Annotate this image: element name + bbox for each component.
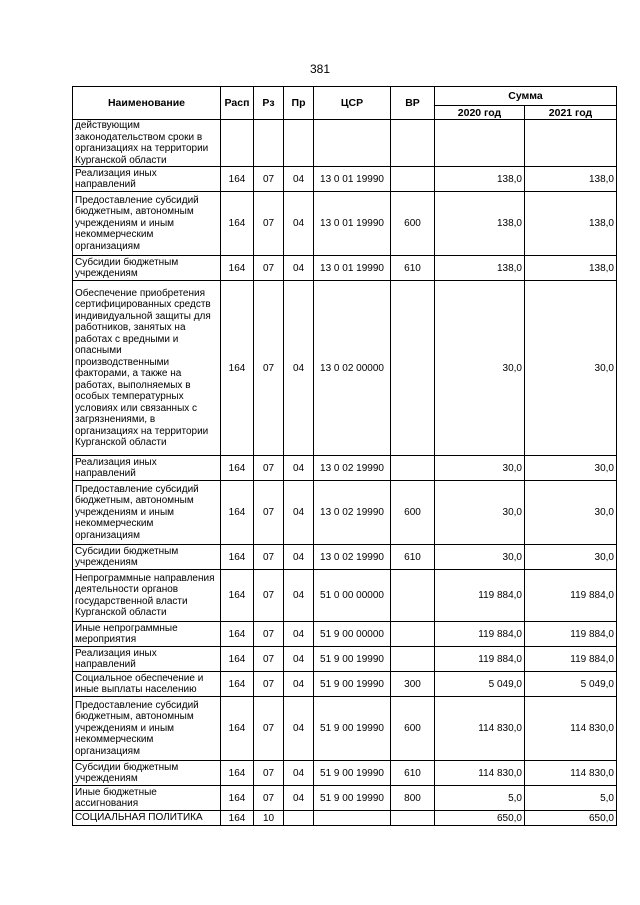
- cell-name: Иные непрограммные мероприятия: [73, 622, 221, 647]
- cell-name: Предоставление субсидий бюджетным, автономным учреждениям и иным некоммерческим организациям: [73, 697, 221, 761]
- table-row: [73, 761, 617, 786]
- cell-vr: 600: [391, 192, 435, 256]
- cell-name: Реализация иных направлений: [73, 167, 221, 192]
- cell-name: Социальное обеспечение и иные выплаты населению: [73, 672, 221, 697]
- table-row: [73, 456, 617, 481]
- cell-rz: 07: [254, 786, 284, 811]
- table-body: [73, 120, 617, 826]
- cell-pr: 04: [284, 192, 314, 256]
- cell-rasp: 164: [221, 256, 254, 281]
- cell-name: Субсидии бюджетным учреждениям: [73, 256, 221, 281]
- cell-name: Обеспечение приобретения сертифицированных средств индивидуальной защиты для работников, занятых на работах с вредными и опасными производственными факторами, а также на работах, выполняемых в особых температурных условиях или связанных с загрязнениями, в организациях на территории Курганской области: [73, 281, 221, 456]
- cell-2020: 119 884,0: [435, 647, 525, 672]
- table-row: [73, 811, 617, 826]
- table-row: [73, 672, 617, 697]
- cell-name: СОЦИАЛЬНАЯ ПОЛИТИКА: [73, 811, 221, 826]
- cell-rasp: [221, 120, 254, 167]
- cell-2020: 30,0: [435, 545, 525, 570]
- cell-rz: 07: [254, 481, 284, 545]
- cell-name: Реализация иных направлений: [73, 647, 221, 672]
- cell-rasp: 164: [221, 672, 254, 697]
- cell-name: Субсидии бюджетным учреждениям: [73, 545, 221, 570]
- cell-csr: 51 9 00 19990: [314, 647, 391, 672]
- cell-csr: 51 9 00 19990: [314, 672, 391, 697]
- cell-rasp: 164: [221, 647, 254, 672]
- table-row: [73, 647, 617, 672]
- cell-csr: 51 9 00 19990: [314, 761, 391, 786]
- header-csr: ЦСР: [314, 87, 391, 120]
- table-row: [73, 545, 617, 570]
- cell-2020: 114 830,0: [435, 761, 525, 786]
- cell-rz: 07: [254, 256, 284, 281]
- cell-csr: 51 9 00 19990: [314, 697, 391, 761]
- cell-name: Реализация иных направлений: [73, 456, 221, 481]
- cell-pr: 04: [284, 481, 314, 545]
- cell-rz: 07: [254, 456, 284, 481]
- cell-2021: 114 830,0: [525, 697, 617, 761]
- cell-pr: 04: [284, 167, 314, 192]
- cell-2021: 119 884,0: [525, 622, 617, 647]
- cell-2020: 119 884,0: [435, 622, 525, 647]
- table-row: [73, 570, 617, 622]
- cell-rz: 07: [254, 570, 284, 622]
- header-name: Наименование: [73, 87, 221, 120]
- cell-2021: [525, 120, 617, 167]
- cell-rz: 07: [254, 192, 284, 256]
- cell-csr: 13 0 01 19990: [314, 256, 391, 281]
- cell-2020: 650,0: [435, 811, 525, 826]
- cell-2020: 119 884,0: [435, 570, 525, 622]
- header-2021: 2021 год: [525, 106, 617, 120]
- cell-rz: [254, 120, 284, 167]
- cell-csr: 13 0 01 19990: [314, 192, 391, 256]
- cell-vr: [391, 281, 435, 456]
- cell-vr: 800: [391, 786, 435, 811]
- cell-pr: 04: [284, 622, 314, 647]
- cell-2020: 138,0: [435, 256, 525, 281]
- cell-2020: [435, 120, 525, 167]
- cell-csr: 13 0 02 19990: [314, 481, 391, 545]
- header-rz: Рз: [254, 87, 284, 120]
- cell-2020: 30,0: [435, 456, 525, 481]
- cell-vr: 600: [391, 697, 435, 761]
- cell-vr: 610: [391, 256, 435, 281]
- cell-vr: [391, 811, 435, 826]
- cell-rz: 07: [254, 761, 284, 786]
- cell-csr: 51 9 00 00000: [314, 622, 391, 647]
- cell-2021: 114 830,0: [525, 761, 617, 786]
- table-row: [73, 481, 617, 545]
- cell-rasp: 164: [221, 622, 254, 647]
- cell-2021: 30,0: [525, 545, 617, 570]
- cell-rz: 07: [254, 281, 284, 456]
- cell-rasp: 164: [221, 281, 254, 456]
- table-row: [73, 167, 617, 192]
- table-row: [73, 256, 617, 281]
- cell-vr: 610: [391, 545, 435, 570]
- cell-csr: 13 0 02 00000: [314, 281, 391, 456]
- cell-csr: 13 0 01 19990: [314, 167, 391, 192]
- cell-2021: 5,0: [525, 786, 617, 811]
- cell-2021: 30,0: [525, 456, 617, 481]
- cell-pr: 04: [284, 647, 314, 672]
- cell-rasp: 164: [221, 481, 254, 545]
- header-rasp: Расп: [221, 87, 254, 120]
- cell-rasp: 164: [221, 570, 254, 622]
- cell-rasp: 164: [221, 545, 254, 570]
- cell-rasp: 164: [221, 761, 254, 786]
- header-2020: 2020 год: [435, 106, 525, 120]
- cell-2021: 119 884,0: [525, 570, 617, 622]
- budget-table: [72, 86, 617, 826]
- table-row: [73, 622, 617, 647]
- cell-2020: 30,0: [435, 481, 525, 545]
- cell-vr: 600: [391, 481, 435, 545]
- header-vr: ВР: [391, 87, 435, 120]
- cell-rz: 07: [254, 697, 284, 761]
- cell-name: Предоставление субсидий бюджетным, автономным учреждениям и иным некоммерческим организациям: [73, 192, 221, 256]
- cell-pr: 04: [284, 256, 314, 281]
- cell-name: Иные бюджетные ассигнования: [73, 786, 221, 811]
- cell-2021: 138,0: [525, 256, 617, 281]
- table-row: [73, 120, 617, 167]
- header-row: [73, 87, 617, 106]
- cell-csr: [314, 120, 391, 167]
- cell-vr: [391, 622, 435, 647]
- cell-2021: 5 049,0: [525, 672, 617, 697]
- cell-rz: 07: [254, 647, 284, 672]
- cell-pr: 04: [284, 456, 314, 481]
- cell-name: Непрограммные направления деятельности органов государственной власти Курганской области: [73, 570, 221, 622]
- table-row: [73, 697, 617, 761]
- cell-csr: 13 0 02 19990: [314, 456, 391, 481]
- cell-2021: 138,0: [525, 167, 617, 192]
- page-number: 381: [309, 62, 331, 76]
- cell-rasp: 164: [221, 192, 254, 256]
- cell-rz: 07: [254, 545, 284, 570]
- cell-rasp: 164: [221, 811, 254, 826]
- cell-2021: 119 884,0: [525, 647, 617, 672]
- cell-name: Субсидии бюджетным учреждениям: [73, 761, 221, 786]
- cell-rz: 07: [254, 622, 284, 647]
- cell-2020: 5,0: [435, 786, 525, 811]
- cell-rasp: 164: [221, 167, 254, 192]
- cell-rasp: 164: [221, 697, 254, 761]
- cell-csr: 13 0 02 19990: [314, 545, 391, 570]
- cell-rz: 10: [254, 811, 284, 826]
- cell-csr: 51 0 00 00000: [314, 570, 391, 622]
- header-sum: Сумма: [435, 87, 617, 106]
- cell-rasp: 164: [221, 786, 254, 811]
- cell-csr: 51 9 00 19990: [314, 786, 391, 811]
- cell-rz: 07: [254, 672, 284, 697]
- cell-vr: 300: [391, 672, 435, 697]
- cell-pr: [284, 811, 314, 826]
- cell-pr: [284, 120, 314, 167]
- table-row: [73, 192, 617, 256]
- cell-pr: 04: [284, 570, 314, 622]
- cell-2021: 650,0: [525, 811, 617, 826]
- cell-pr: 04: [284, 697, 314, 761]
- table-row: [73, 786, 617, 811]
- cell-pr: 04: [284, 281, 314, 456]
- cell-csr: [314, 811, 391, 826]
- cell-2020: 138,0: [435, 192, 525, 256]
- cell-2020: 5 049,0: [435, 672, 525, 697]
- cell-name: действующим законодательством сроки в организациях на территории Курганской области: [73, 120, 221, 167]
- cell-vr: [391, 647, 435, 672]
- cell-pr: 04: [284, 545, 314, 570]
- cell-pr: 04: [284, 761, 314, 786]
- cell-pr: 04: [284, 672, 314, 697]
- cell-2021: 30,0: [525, 481, 617, 545]
- cell-name: Предоставление субсидий бюджетным, автономным учреждениям и иным некоммерческим организациям: [73, 481, 221, 545]
- cell-vr: [391, 570, 435, 622]
- cell-2021: 138,0: [525, 192, 617, 256]
- cell-vr: [391, 167, 435, 192]
- cell-vr: [391, 456, 435, 481]
- cell-vr: [391, 120, 435, 167]
- cell-2020: 138,0: [435, 167, 525, 192]
- cell-rz: 07: [254, 167, 284, 192]
- table-row: [73, 281, 617, 456]
- cell-2021: 30,0: [525, 281, 617, 456]
- cell-pr: 04: [284, 786, 314, 811]
- cell-2020: 114 830,0: [435, 697, 525, 761]
- cell-2020: 30,0: [435, 281, 525, 456]
- header-pr: Пр: [284, 87, 314, 120]
- cell-rasp: 164: [221, 456, 254, 481]
- cell-vr: 610: [391, 761, 435, 786]
